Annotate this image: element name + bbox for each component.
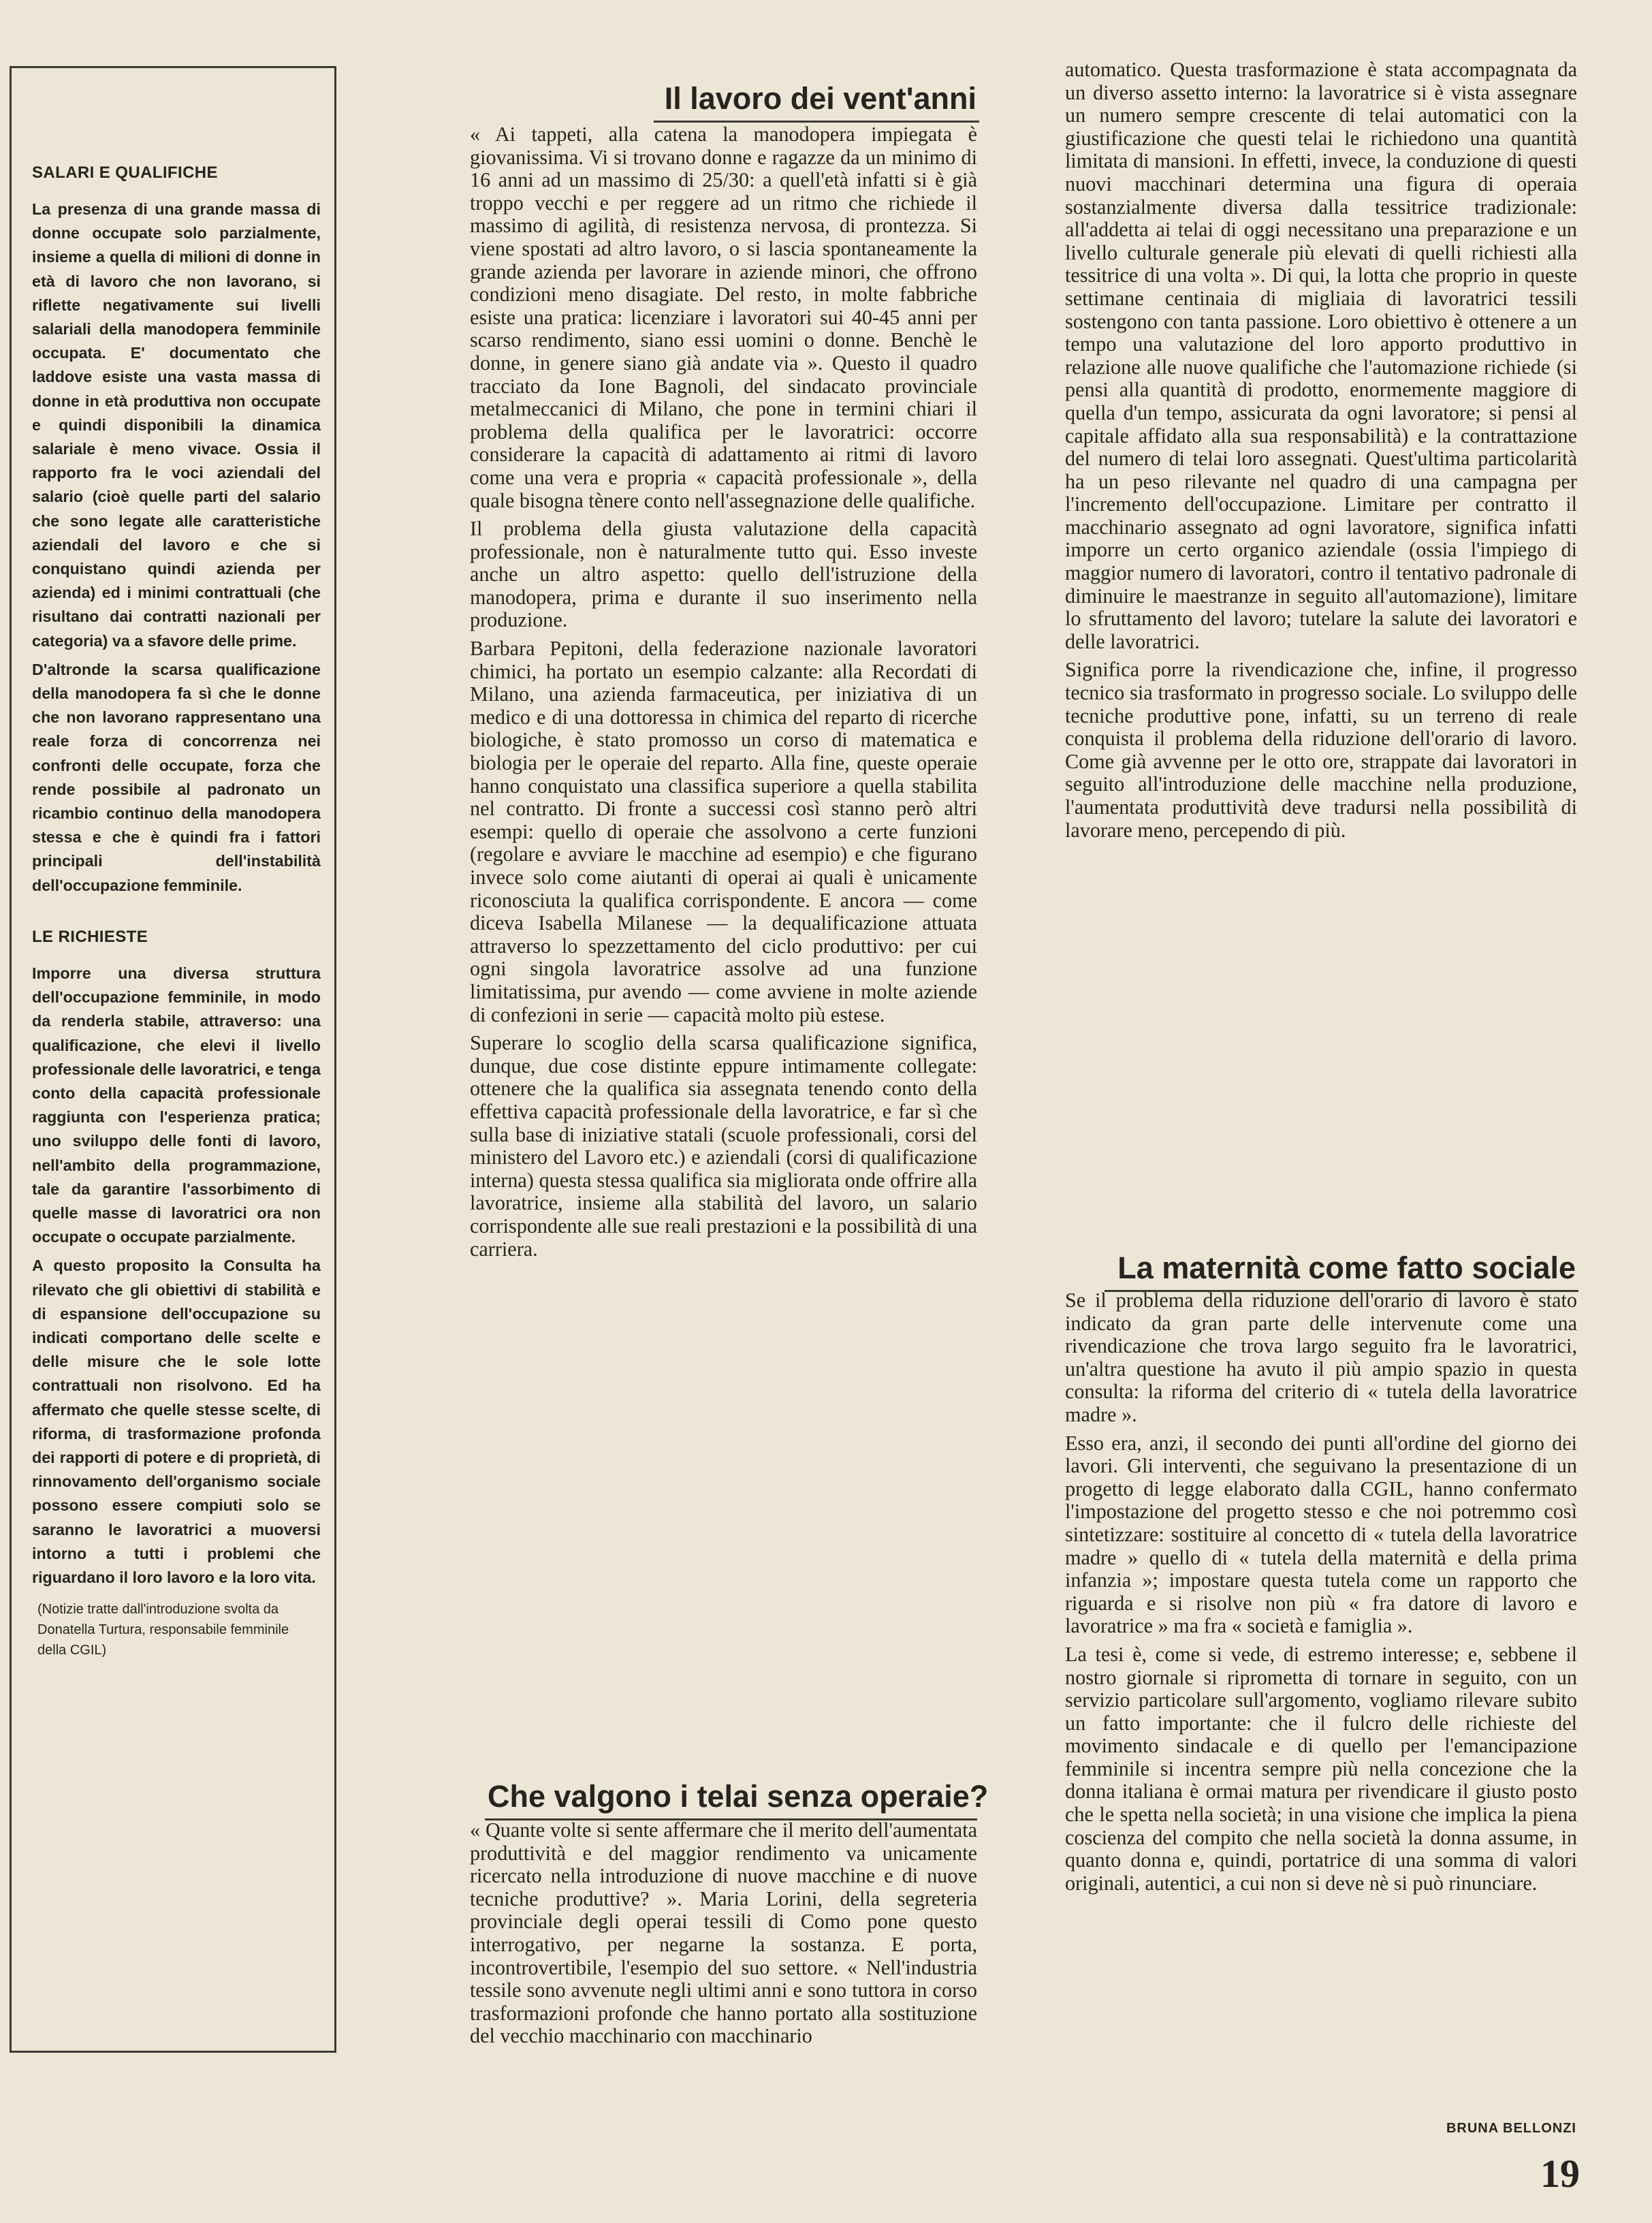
sidebar-paragraph: La presenza di una grande massa di donne occupate solo parzialmente, insieme a quella di milioni di donne in età di lavoro che non lavorano, si riflette negativamente sui livelli salariali della manodopera femminile occupata. E' documentato che laddove esiste una vasta massa di donne in età produttiva non occupate e quindi disponibili la dinamica salariale è meno vivace. Ossia il rapporto fra le voci aziendali del salario (cioè quelle parti del salario che sono legate alle caratteristiche aziendali del lavoro e che si conquistano quindi azienda per azienda) ed i minimi contrattuali (che risultano dai contratti nazionali per categoria) va a sfavore delle prime. xyxy=(32,200,321,650)
body-paragraph: Esso era, anzi, il secondo dei punti all'ordine del giorno dei lavori. Gli interventi, che seguivano la presentazione di un progetto di legge elaborato dalla CGIL, hanno confermato l'impostazione del progetto stesso e che noi potremmo così sintetizzare: sostituire al concetto di « tutela della lavoratrice madre » quello di « tutela della maternità e della prima infanzia »; impostare questa tutela come un rapporto che riguarda e si risolve non più « fra datore di lavoro e lavoratrice » ma fra « società e famiglia ». xyxy=(1065,1431,1577,1638)
article-title-maternita: La maternità come fatto sociale xyxy=(1105,1249,1578,1292)
sidebar-paragraph: D'altronde la scarsa qualificazione della manodopera fa sì che le donne che non lavorano rappresentano una reale forza di concorrenza nei confronti delle occupate, forza che rende possibile al padronato un ricambio continuo della manodopera stessa e che è quindi fra i fattori principali dell'instabilità dell'occupazione femminile. xyxy=(32,660,321,894)
body-paragraph: Se il problema della riduzione dell'orario di lavoro è stato indicato da gran parte delle intervenute come una rivendicazione che trova largo seguito fra le lavoratrici, un'altra questione ha avuto il più ampio spazio in questa consulta: la riforma del criterio di « tutela della lavoratrice madre ». xyxy=(1065,1289,1577,1426)
body-paragraph: Barbara Pepitoni, della federazione nazionale lavoratori chimici, ha portato un esempio calzante: alla Recordati di Milano, una azienda farmaceutica, per iniziativa di un medico e di una dottoressa in chimica del reparto di ricerche biologiche, è stato promosso un corso di matematica e biologia per le operaie del reparto. Alla fine, queste operaie hanno conquistato una classifica superiore a quella stabilita nel contratto. Di fronte a successi così stanno però altri esempi: quello di operaie che assolvono a certe funzioni (regolare e avviare le macchine ad esempio) e che figurano invece solo come aiutanti di operai ai quali è unicamente riconosciuta la qualifica corrispondente. E ancora — come diceva Isabella Milanese — la dequalificazione attuata attraverso lo spezzettamento del ciclo produttivo: per cui ogni singola lavoratrice assolve ad una funzione limitatissima, pur avendo — come avviene in molte aziende di confezioni in serie — capacità molto più estese. xyxy=(470,637,977,1026)
article-telai-body-start xyxy=(470,1819,977,2053)
body-paragraph: Il problema della giusta valutazione della capacità professionale, non è naturalmente tutto qui. Esso investe anche un altro aspetto: quello dell'istruzione della manodopera, prima e durante il suo inserimento nella produzione. xyxy=(470,517,977,632)
article-title-lavoro: Il lavoro dei vent'anni xyxy=(654,80,979,123)
page-number: 19 xyxy=(1540,2151,1580,2196)
sidebar-paragraph: Imporre una diversa struttura dell'occupazione femminile, in modo da renderla stabile, attraverso: una qualificazione, che elevi il livello professionale delle lavoratrici, e tenga conto della capacità professionale raggiunta con l'esperienza pratica; uno sviluppo delle fonti di lavoro, nell'ambito della programmazione, tale da garantire l'assorbimento di quelle masse di lavoratrici ora non occupate o occupate parzialmente. xyxy=(32,964,321,1246)
article-maternita-body xyxy=(1065,1289,1577,1900)
sidebar-source-note: (Notizie tratte dall'introduzione svolta da Donatella Turtura, responsabile femminile della CGIL) xyxy=(37,1602,289,1658)
sidebar-paragraph: A questo proposito la Consulta ha rilevato che gli obiettivi di stabilità e di espansione dell'occupazione su indicati comportano delle scelte e delle misure che le sole lotte contrattuali non risolvono. Ed ha affermato che quelle stesse scelte, di riforma, di trasformazione profonda dei rapporti di potere e di proprietà, di rinnovamento dell'organismo sociale possono essere compiuti solo se saranno le lavoratrici a muoversi intorno a tutti i problemi che riguardano il loro lavoro e la loro vita. xyxy=(32,1257,321,1586)
author-signature: BRUNA BELLONZI xyxy=(1446,2121,1576,2136)
body-paragraph: Superare lo scoglio della scarsa qualificazione significa, dunque, due cose distinte eppure intimamente collegate: ottenere che la qualifica sia assegnata tenendo conto della effettiva capacità professionale della lavoratrice, e far sì che sulla base di iniziative statali (scuole professionali, corsi del ministero del Lavoro etc.) e aziendali (corsi di qualificazione interna) questa stessa qualifica sia migliorata onde offrire alla lavoratrice, insieme alla stabilità del lavoro, un salario corrispondente alle sue reali prestazioni e la possibilità di una carriera. xyxy=(470,1031,977,1261)
body-paragraph: « Ai tappeti, alla catena la manodopera impiegata è giovanissima. Vi si trovano donne e ragazze da un minimo di 16 anni ad un massimo di 25/30: a quell'età infatti si è già troppo vecchi e per reggere ad un ritmo che richiede il massimo di agilità, di resistenza nervosa, di prontezza. Si viene spostati ad altro lavoro, o si lascia spontaneamente la grande azienda per lavorare in aziende minori, che offrono condizioni meno disagiate. Del resto, in molte fabbriche esiste una pratica: licenziare i lavoratori sui 40-45 anni per scarso rendimento, siano essi uomini o donne. Benchè le donne, in genere siano già andate via ». Questo il quadro tracciato da Ione Bagnoli, del sindacato provinciale metalmeccanici di Milano, che pone in termini chiari il problema della qualifica per le lavoratrici: occorre considerare la capacità di adattamento ai ritmi di lavoro come una vera e propria « capacità professionale », della quale bisogna tènere conto nell'assegnazione delle qualifiche. xyxy=(470,123,977,512)
body-paragraph: La tesi è, come si vede, di estremo interesse; e, sebbene il nostro giornale si riprometta di tornare in seguito, con un servizio particolare sull'argomento, vogliamo rilevare subito un fatto importante: che il fulcro delle richieste del movimento sindacale e di quello per l'emancipazione femminile si incentra sempre più nella concezione che la donna italiana è ormai matura per rivendicare il giusto posto che le spetta nella società; in una visione che implica la piena coscienza del compito che nella società la donna assume, in quanto donna e, quindi, portatrice di una somma di valori originali, autentici, a cui non si deve nè si può rinunciare. xyxy=(1065,1642,1577,1895)
article-lavoro-body xyxy=(470,123,977,1266)
sidebar-heading-richieste: LE RICHIESTE xyxy=(32,927,148,946)
article-telai-body-continued xyxy=(1065,59,1577,847)
sidebar-box xyxy=(10,66,336,2053)
article-title-telai: Che valgono i telai senza operaie? xyxy=(485,1778,977,1820)
body-paragraph: « Quante volte si sente affermare che il merito dell'aumentata produttività e del maggior rendimento va unicamente ricercato nella introduzione di nuove macchine e di nuove tecniche produttive? ». Maria Lorini, della segreteria provinciale degli operai tessili di Como pone questo interrogativo, per negarne la sostanza. E porta, incontrovertibile, l'esempio del suo settore. « Nell'industria tessile sono avvenute negli ultimi anni e sono tuttora in corso trasformazioni profonde che hanno portato alla sostituzione del vecchio macchinario con macchinario xyxy=(470,1819,977,2048)
sidebar-heading-salari: SALARI E QUALIFICHE xyxy=(32,163,218,182)
body-paragraph: automatico. Questa trasformazione è stata accompagnata da un diverso assetto interno: la lavoratrice si è vista assegnare un numero sempre crescente di telai automatici con la giustificazione che questi telai le richiedono una quantità limitata di mansioni. In effetti, invece, la conduzione di questi nuovi macchinari determina una figura di operaia sostanzialmente diversa dalla tessitrice tradizionale: all'addetta ai telai di oggi necessitano una preparazione e un livello culturale generale più elevati di quelli richiesti alla tessitrice di una volta ». Di qui, la lotta che proprio in queste settimane centinaia di migliaia di lavoratrici tessili sostengono con tanta passione. Loro obiettivo è ottenere a un tempo una valutazione del loro apporto produttivo in relazione alle nuove qualifiche che l'automazione richiede (si pensi alla quantità di prodotto, enormemente maggiore di quella d'un tempo, assicurata da ogni lavoratore; si pensi al capitale affidato alla sua responsabilità) e la contrattazione del numero di telai loro assegnati. Quest'ultima particolarità ha un peso rilevante nel quadro di una campagna per l'incremento dell'occupazione. Limitare per contratto il macchinario assegnato ad ogni lavoratore, significa infatti imporre un certo organico aziendale (ossia l'impiego di maggior numero di lavoratori, contro il tentativo padronale di diminuire le maestranze in seguito all'automazione), limitare lo sfruttamento del lavoro; tutelare la salute dei lavoratori e delle lavoratrici. xyxy=(1065,59,1577,653)
body-paragraph: Significa porre la rivendicazione che, infine, il progresso tecnico sia trasformato in progresso sociale. Lo sviluppo delle tecniche produttive pone, infatti, su un terreno di reale conquista il problema della riduzione dell'orario di lavoro. Come già avvenne per le otto ore, strappate dai lavoratori in seguito all'introduzione delle macchine nella produzione, l'aumentata produttività deve tradursi nella possibilità di lavorare meno, percependo di più. xyxy=(1065,658,1577,842)
